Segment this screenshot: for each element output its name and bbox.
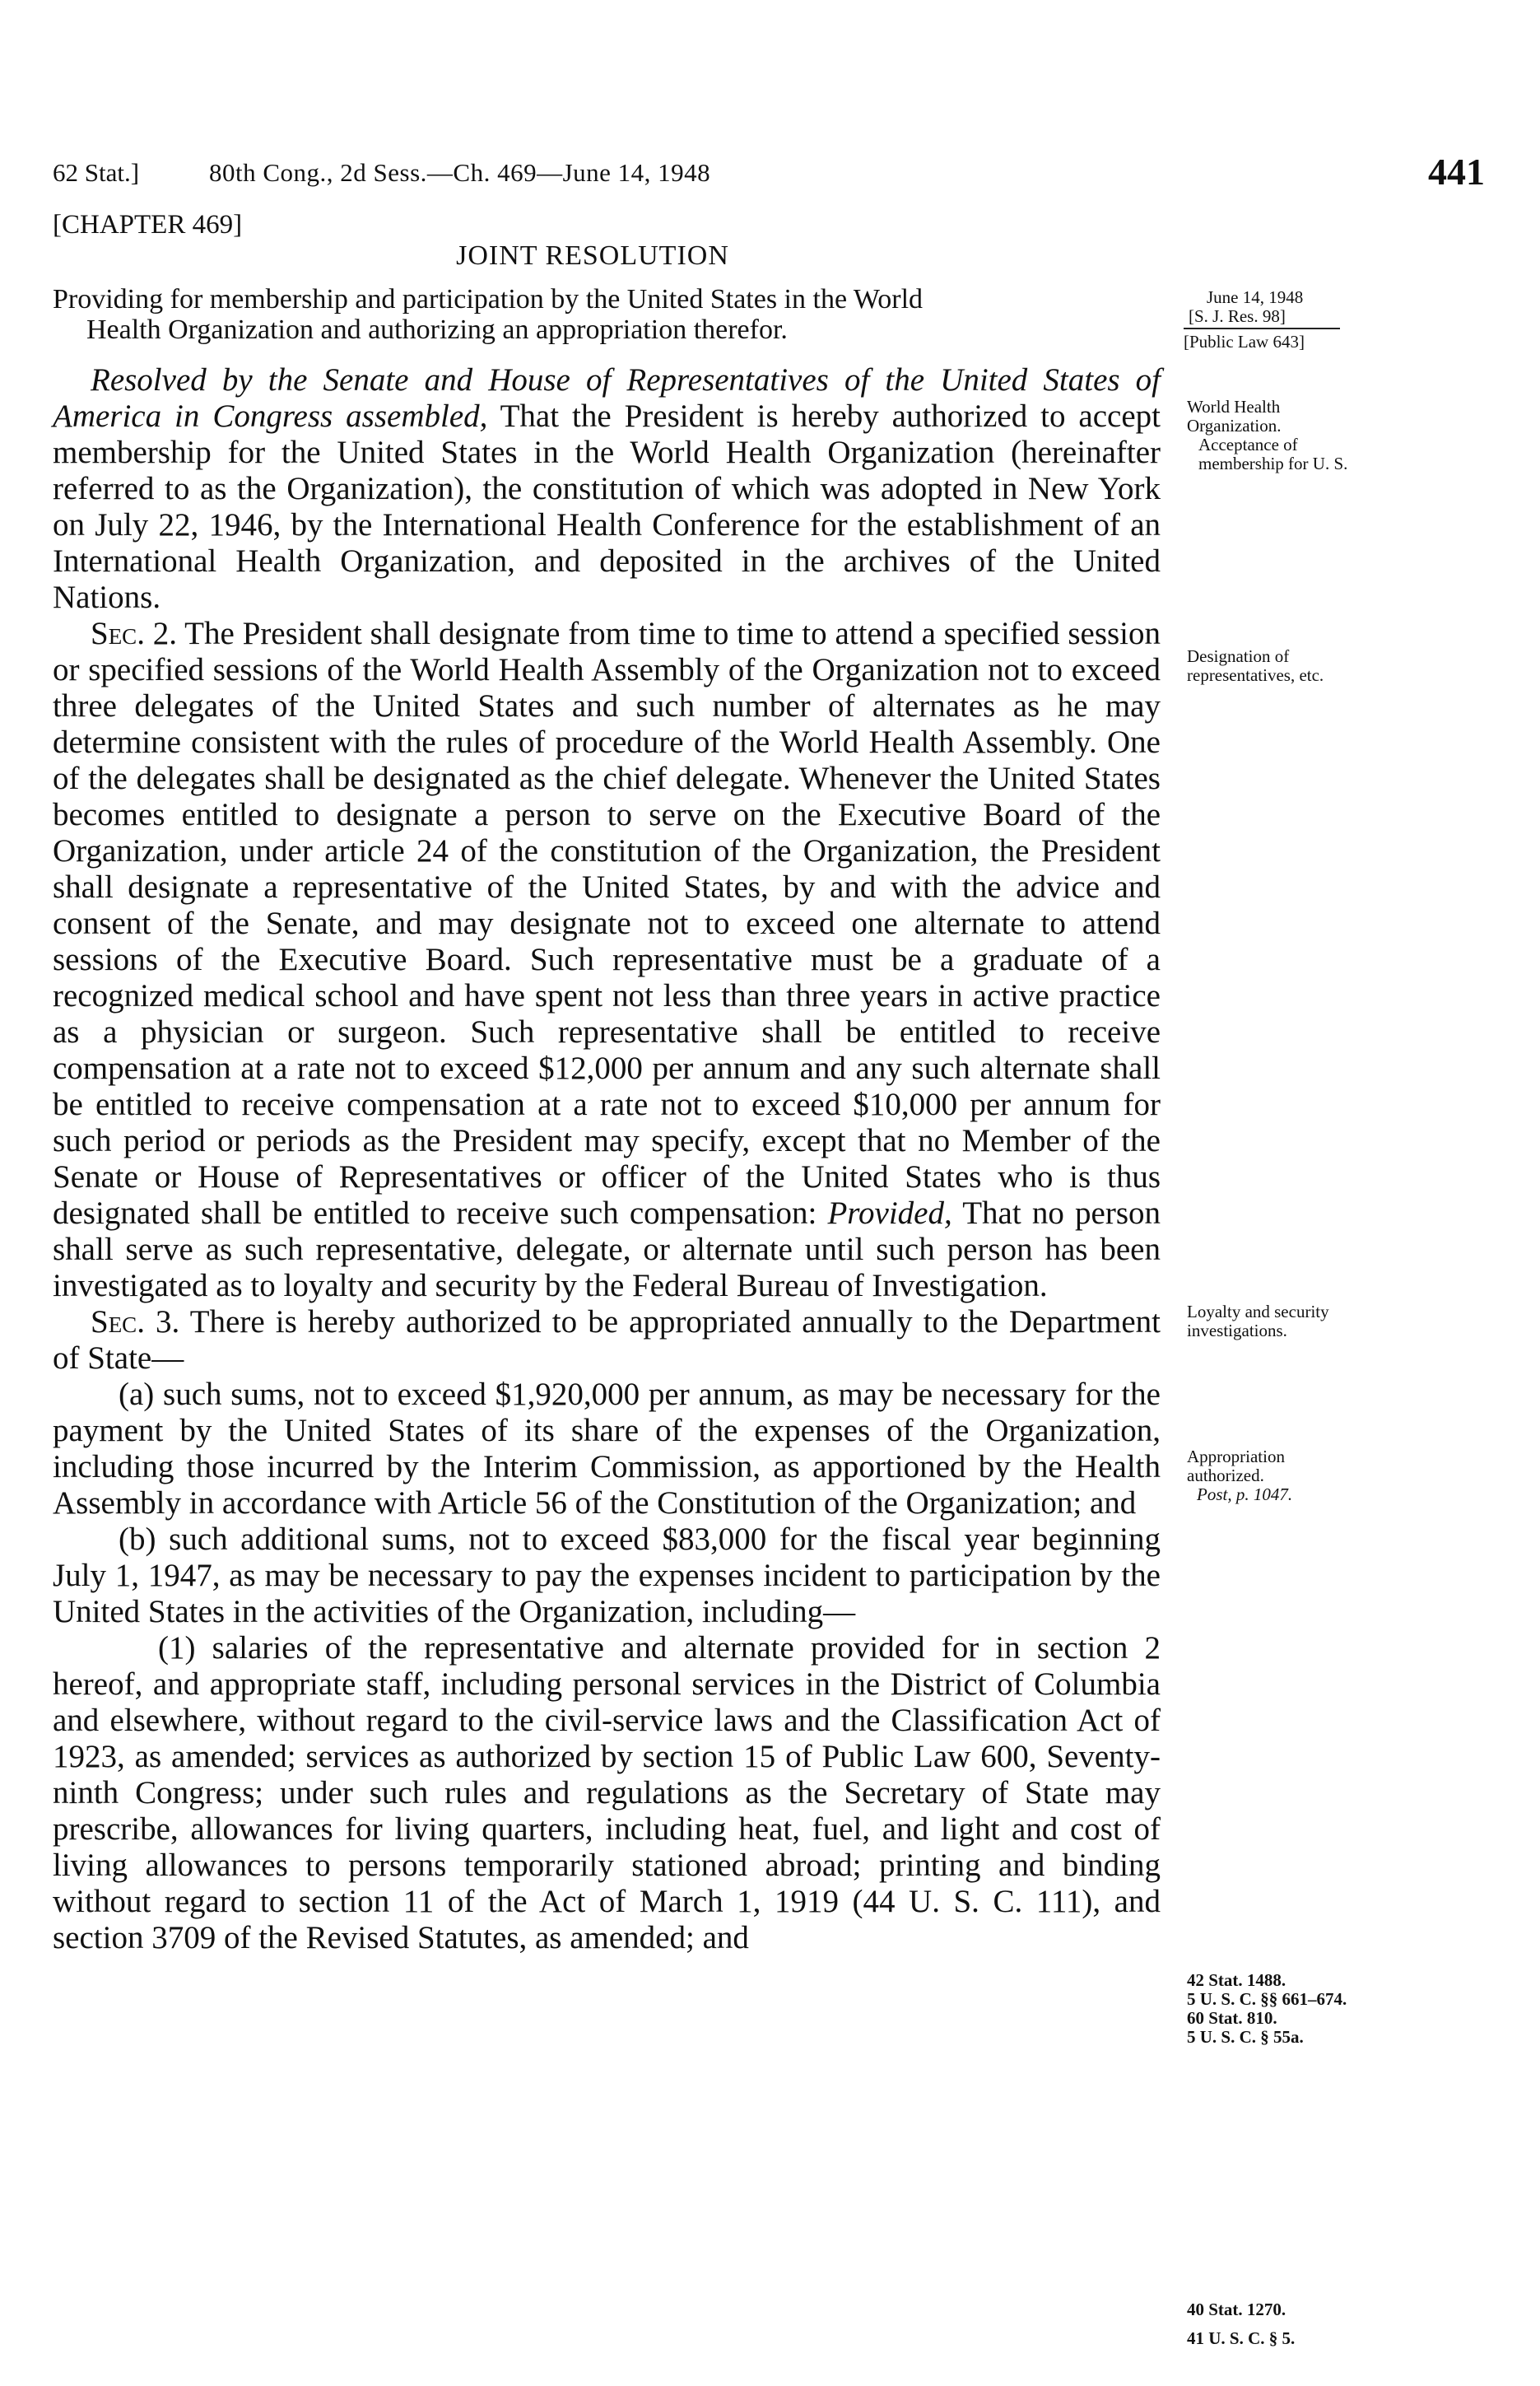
session-chapter-date: 80th Cong., 2d Sess.—Ch. 469—June 14, 1948: [209, 158, 711, 187]
section-3-label: Sec. 3.: [91, 1304, 180, 1340]
section-3-b-1: (1) salaries of the representative and alternate provided for in section 2 hereof, and appropriate staff, including personal services in the District of Columbia and elsewhere, without regard to the civil-service laws and the Classification Act of 1923, as amended; services as authorized by section 15 of Public Law 600, Seventy-ninth Congress; under such rules and regulations as the Secretary of State may prescribe, allowances for living quarters, including heat, fuel, and light and cost of living allowances to persons temporarily stationed abroad; printing and binding without regard to section 11 of the Act of March 1, 1919 (44 U. S. C. 111), and section 3709 of the Revised Statutes, as amended; and: [53, 1630, 1161, 1955]
margin-note-3: Loyalty and security investigations.: [1187, 1302, 1329, 1340]
section-3-intro: There is hereby authorized to be appropriated annually to the Department of State—: [53, 1304, 1161, 1376]
margin-date: June 14, 1948: [1207, 287, 1304, 307]
section-3-b: (b) such additional sums, not to exceed $83,000 for the fiscal year beginning July 1, 1947, as may be necessary to pay the expenses incident to participation by the United States in the activities of the Organization, including—: [53, 1522, 1161, 1629]
section-2-text-b: That no person shall serve as such representative, delegate, or alternate until such person has been investigated as to loyalty and security by the Federal Bureau of Investigation.: [53, 1195, 1161, 1303]
margin-note-5a: 42 Stat. 1488.: [1187, 1970, 1286, 1990]
margin-note-2: Designation of representatives, etc.: [1187, 646, 1324, 685]
title-line-2: Health Organization and authorizing an appropriation therefor.: [86, 315, 788, 345]
resolution-title: [53, 284, 1172, 345]
section-3-a: (a) such sums, not to exceed $1,920,000 per annum, as may be necessary for the payment by the United States of its share of the expenses of the Organization, including those incurred by the Interim Commission, as apportioned by the Health Assembly in accordance with Article 56 of the Constitution of the Organization; and: [53, 1377, 1161, 1521]
section-2-text-a: The President shall designate from time to time to attend a specified session or specified sessions of the World Health Assembly of the Organization not to exceed three delegates of the United States and such number of alternates as he may determine consistent with the rules of procedure of the World Health Assembly. One of the delegates shall be designated as the chief delegate. Whenever the United States becomes entitled to designate a person to serve on the Executive Board of the Organization, under article 24 of the constitution of the Organization, the President shall designate a representative of the United States, by and with the advice and consent of the Senate, and may designate not to exceed one alternate to attend sessions of the Executive Board. Such representative must be a graduate of a recognized medical school and have spent not less than three years in active practice as a physician or surgeon. Such representative shall be entitled to receive compensation at a rate not to exceed $12,000 per annum and any such alternate shall be entitled to receive compensation at a rate not to exceed $10,000 per annum for such period or periods as the President may specify, except that no Member of the Senate or House of Representatives or officer of the United States who is thus designated shall be entitled to receive such compensation:: [53, 616, 1161, 1231]
margin-note-5d: 5 U. S. C. § 55a.: [1187, 2027, 1304, 2047]
margin-bill-number: [S. J. Res. 98]: [1189, 306, 1286, 326]
statute-volume: 62 Stat.]: [53, 158, 140, 187]
chapter-number: [CHAPTER 469]: [53, 210, 243, 240]
margin-note-6b: 41 U. S. C. § 5.: [1187, 2328, 1296, 2348]
margin-note-4: [1187, 1447, 1352, 1504]
margin-note-6: [1187, 2300, 1352, 2348]
paragraph-1: [53, 362, 1161, 616]
margin-note-4b: Post, p. 1047.: [1197, 1484, 1293, 1504]
margin-note-5b: 5 U. S. C. §§ 661–674.: [1187, 1989, 1347, 2009]
enacting-clause: Resolved by the Senate and House of Representatives of the United States of America in Congress assembled,: [53, 362, 1161, 434]
provided-clause: Provided,: [827, 1195, 952, 1231]
page-number: 441: [1428, 151, 1485, 193]
margin-note-6a: 40 Stat. 1270.: [1187, 2300, 1286, 2319]
title-line-1: Providing for membership and participation by the United States in the World: [53, 284, 924, 315]
margin-note-4a: Appropriation authorized.: [1187, 1447, 1285, 1485]
margin-date-block: [1184, 288, 1365, 352]
margin-note-1a: World Health Organization.: [1187, 397, 1282, 436]
margin-rule: [1184, 328, 1340, 329]
margin-note-5c: 60 Stat. 810.: [1187, 2008, 1277, 2028]
section-2-label: Sec. 2.: [91, 616, 178, 651]
resolution-body: [53, 362, 1161, 1956]
paragraph-1-text: That the President is hereby authorized to accept membership for the United States in the World Health Organization (hereinafter referred to as the Organization), the constitution of which was adopted in New York on July 22, 1946, by the International Health Conference for the establishment of an International Health Organization, and deposited in the archives of the United Nations.: [53, 398, 1161, 615]
margin-note-5: [1187, 1971, 1352, 2047]
page-header: [53, 150, 1485, 199]
margin-note-1: [1187, 398, 1352, 473]
document-heading: JOINT RESOLUTION: [456, 240, 729, 271]
section-3: [53, 1304, 1161, 1377]
margin-public-law: [Public Law 643]: [1184, 332, 1305, 352]
margin-note-1b: Acceptance of membership for U. S.: [1198, 435, 1348, 473]
section-2: [53, 616, 1161, 1304]
